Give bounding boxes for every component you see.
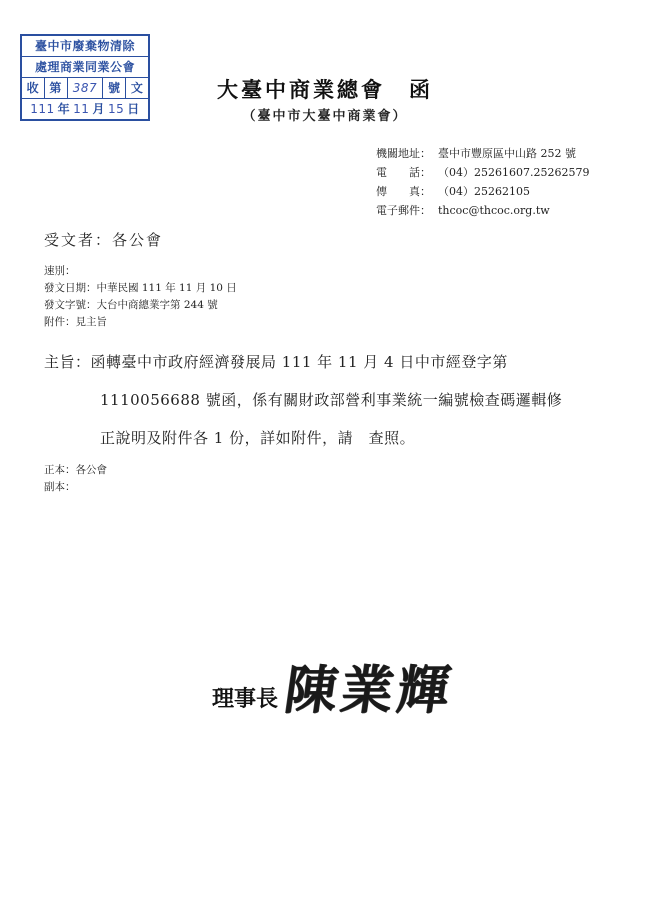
cc-main: 正本：各公會 xyxy=(44,464,107,476)
recipient: 受文者：各公會 xyxy=(44,231,164,249)
meta-attachment: 附件：見主旨 xyxy=(44,316,107,328)
stamp-org-line-1: 臺中市廢棄物清除 xyxy=(22,36,148,57)
subject-line-1: 主旨：函轉臺中市政府經濟發展局 111 年 11 月 4 日中市經登字第 xyxy=(44,353,508,371)
document-title: 大臺中商業總會 函 xyxy=(217,77,433,102)
meta-date: 發文日期：中華民國 111 年 11 月 10 日 xyxy=(44,282,237,294)
document-meta xyxy=(44,263,237,331)
signature-name: 陳業輝 xyxy=(281,660,458,721)
stamp-shou: 收 xyxy=(22,78,45,98)
contact-phone xyxy=(376,163,589,182)
stamp-year: 111 xyxy=(30,102,55,116)
distribution-block xyxy=(44,462,107,496)
contact-label: 電子郵件： xyxy=(376,204,431,217)
stamp-org-line-2: 處理商業同業公會 xyxy=(22,57,148,78)
contact-value: （04）25261607.25262579 xyxy=(438,166,590,179)
contact-label: 電 話： xyxy=(376,166,431,179)
contact-fax xyxy=(376,182,589,201)
stamp-receipt-number: 387 xyxy=(68,78,104,98)
subject-line-3: 正說明及附件各 1 份，詳如附件，請 查照。 xyxy=(100,429,416,447)
contact-address xyxy=(376,144,589,163)
signature-block xyxy=(212,648,458,723)
contact-value: （04）25262105 xyxy=(438,185,530,198)
contact-label: 機關地址： xyxy=(376,147,431,160)
stamp-month: 11 xyxy=(73,102,90,116)
contact-block xyxy=(376,144,589,220)
contact-value: thcoc@thcoc.org.tw xyxy=(438,204,550,217)
document-subtitle: （臺中市大臺中商業會） xyxy=(242,109,408,124)
stamp-hao: 號 xyxy=(103,78,126,98)
stamp-day: 15 xyxy=(107,102,125,116)
stamp-di: 第 xyxy=(45,78,68,98)
contact-label: 傳 真： xyxy=(376,185,431,198)
contact-email xyxy=(376,201,589,220)
meta-reference-number: 發文字號：大台中商總業字第 244 號 xyxy=(44,299,218,311)
stamp-wen: 文 xyxy=(130,81,144,95)
stamp-year-unit: 年 xyxy=(57,102,71,116)
subject-line-2: 1110056688 號函，係有關財政部營利事業統一編號檢查碼邏輯修 xyxy=(100,391,563,409)
contact-value: 臺中市豐原區中山路 252 號 xyxy=(438,147,576,160)
stamp-day-unit: 日 xyxy=(127,102,140,116)
subject-block xyxy=(44,352,624,466)
stamp-month-unit: 月 xyxy=(92,102,105,116)
signature-title: 理事長 xyxy=(212,686,279,712)
meta-speed: 速別： xyxy=(44,265,76,277)
cc-copy: 副本： xyxy=(44,481,76,493)
